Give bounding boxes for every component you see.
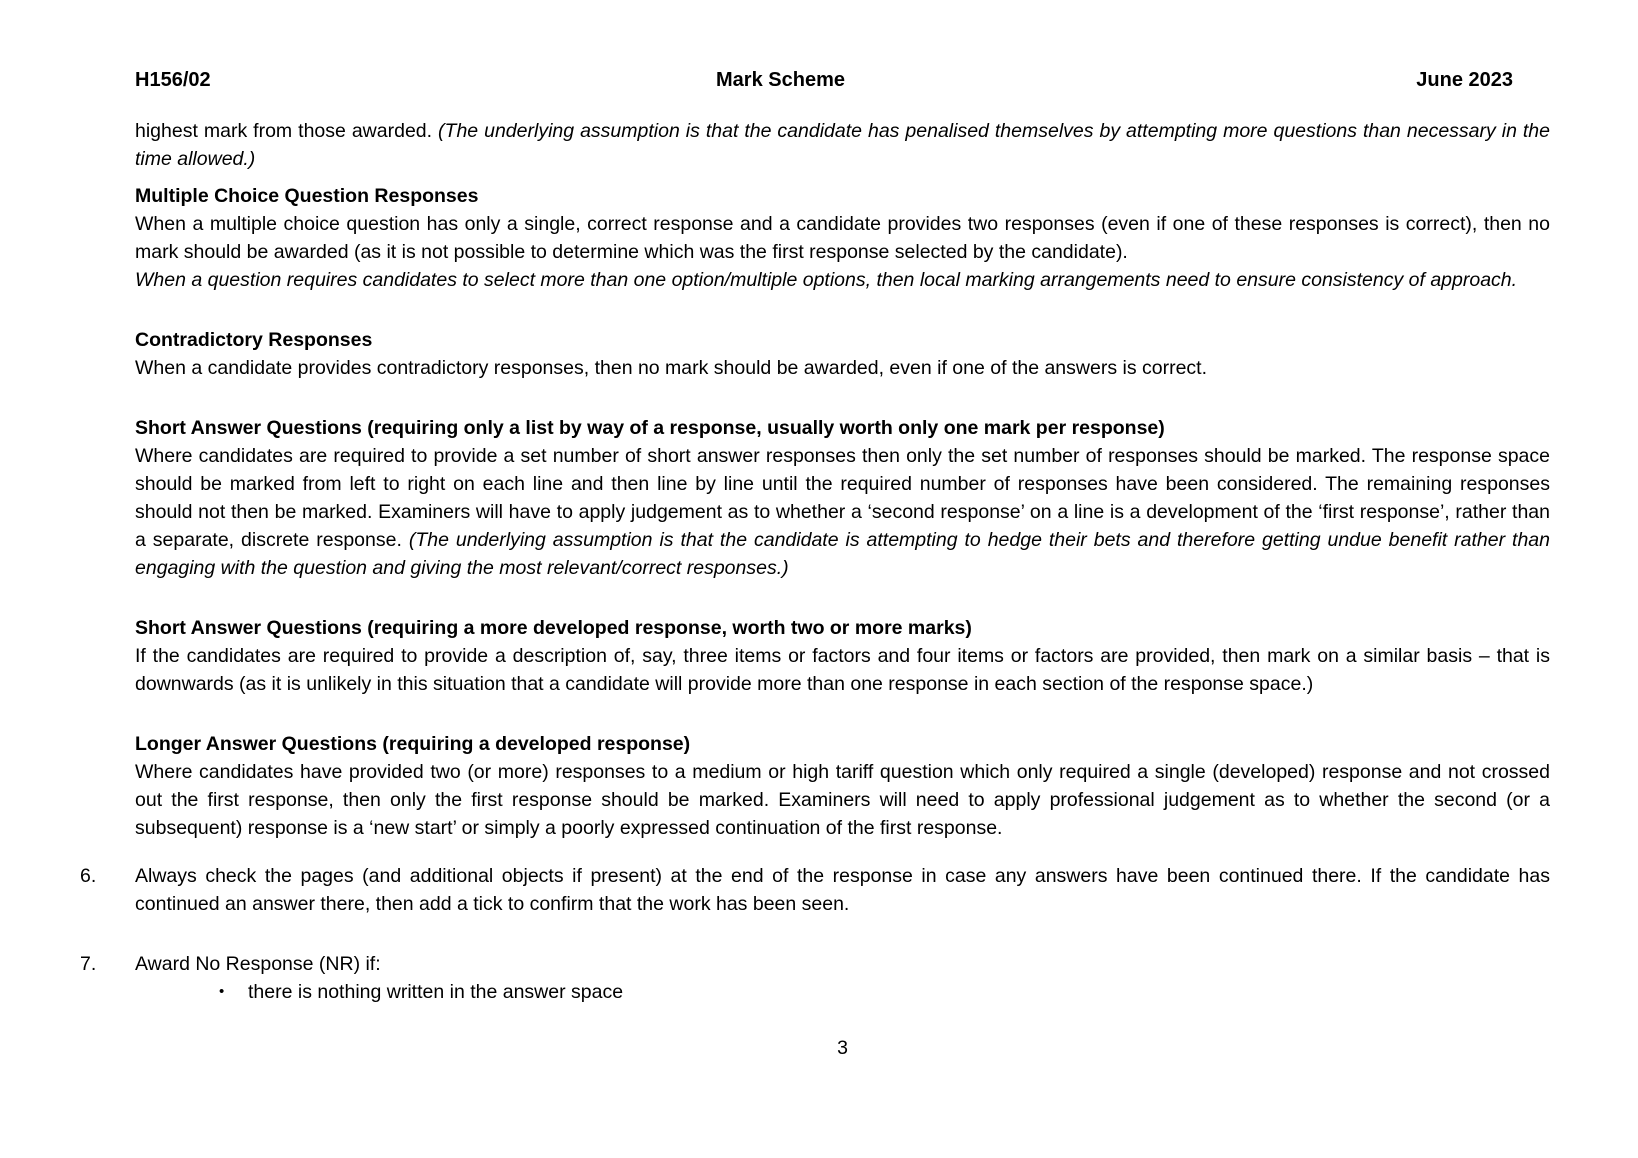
text-segment: Longer Answer Questions [135, 733, 377, 755]
header-session: June 2023 [1416, 69, 1513, 91]
paragraph [135, 354, 1550, 382]
text-segment: (The underlying assumption is that the candidate has penalised themselves by attempting more questions than necessary in the time allowed.) [135, 120, 1550, 170]
spacer [135, 582, 1550, 614]
text-segment: When a multiple choice question has only a single, correct response and a candidate provides two responses (even if one of these responses is correct), then no mark should be awarded (as it is not possible to determine which was the first response selected by the candidate). [135, 213, 1550, 263]
text-segment: Short Answer Questions [135, 617, 362, 639]
text-segment: (requiring only a list by way of a response, usually worth only [361, 417, 944, 439]
text-segment: two or more marks [790, 617, 966, 639]
section-heading [135, 414, 1550, 442]
text-segment: ) [965, 617, 972, 639]
page-footer [135, 1034, 1550, 1062]
spacer [135, 698, 1550, 730]
text-segment: Where candidates have provided two (or more) responses to a medium or high tariff question which only required a single (developed) response and not crossed out the first response, then only the first response should be marked. Examiners will need to apply professional judgement as to whether the second (or a subsequent) response is a ‘new start’ or simply a poorly expressed continuation of the first response. [135, 761, 1550, 839]
spacer [135, 382, 1550, 414]
spacer [135, 842, 1550, 862]
document-body [80, 117, 1550, 1006]
section-heading [135, 614, 1550, 642]
paragraph [135, 117, 1550, 173]
numbered-item [80, 862, 1550, 918]
text-segment: Always check the pages (and additional objects if present) at the end of the response in case any answers have been continued there. If the candidate has continued an answer there, then add a tick to confirm that the work has been seen. [135, 865, 1550, 915]
text-segment: When a candidate provides contradictory responses, then no mark should be awarded, even if one of the answers is correct. [135, 357, 1208, 379]
page-number: 3 [837, 1037, 848, 1059]
page-header [135, 66, 1550, 94]
section-heading [135, 182, 1550, 210]
spacer [135, 173, 1550, 182]
paragraph [135, 758, 1550, 842]
paragraph [135, 266, 1550, 294]
paragraph [135, 210, 1550, 266]
text-segment: there is nothing written in the answer space [248, 981, 624, 1003]
bullet-icon: • [219, 983, 225, 1000]
header-paper-code: H156/02 [135, 69, 211, 91]
numbered-item [80, 950, 1550, 978]
text-segment: ) [1158, 417, 1165, 439]
paragraph [135, 642, 1550, 698]
text-segment: (requiring a more developed response, worth [361, 617, 791, 639]
text-segment: (The underlying assumption is that the candidate is attempting to hedge their bets and therefore getting undue benefit rather than engaging with the question and giving the most relevant/correct responses.) [135, 529, 1550, 579]
spacer [135, 294, 1550, 326]
bullet-item [135, 978, 1550, 1006]
text-segment: When a question requires candidates to select more than one option/multiple options, then local marking arrangements need to ensure consistency of approach. [135, 269, 1518, 291]
text-segment: Multiple Choice Question Responses [135, 185, 479, 207]
text-segment: If the candidates are required to provide a description of, say, three items or factors and four items or factors are provided, then mark on a similar basis – that is downwards (as it is unlikely in this situation that a candidate will provide more than one response in each section of the response space.) [135, 645, 1550, 695]
text-segment: Where candidates are required to provide a set number of short answer responses then only the set number of responses should be marked. The response space should be marked from left to right on each line and then line by line until the required number of responses have been considered. The remaining responses should not then be marked. Examiners will have to apply judgement as to whether a ‘second response’ on a line is a development of the ‘first response’, rather than a separate, discrete response. [135, 445, 1550, 551]
text-segment: Contradictory Responses [135, 329, 373, 351]
text-segment: highest mark from those awarded. [135, 120, 439, 142]
text-segment: Short Answer Questions [135, 417, 362, 439]
item-number: 7. [80, 953, 97, 975]
paragraph [135, 442, 1550, 582]
item-number: 6. [80, 865, 97, 887]
text-segment: Award No Response (NR) if: [135, 953, 381, 975]
text-segment: one mark per response [943, 417, 1159, 439]
spacer [135, 918, 1550, 950]
section-heading [135, 326, 1550, 354]
header-title: Mark Scheme [716, 69, 845, 91]
text-segment: (requiring a developed response) [376, 733, 691, 755]
section-heading [135, 730, 1550, 758]
